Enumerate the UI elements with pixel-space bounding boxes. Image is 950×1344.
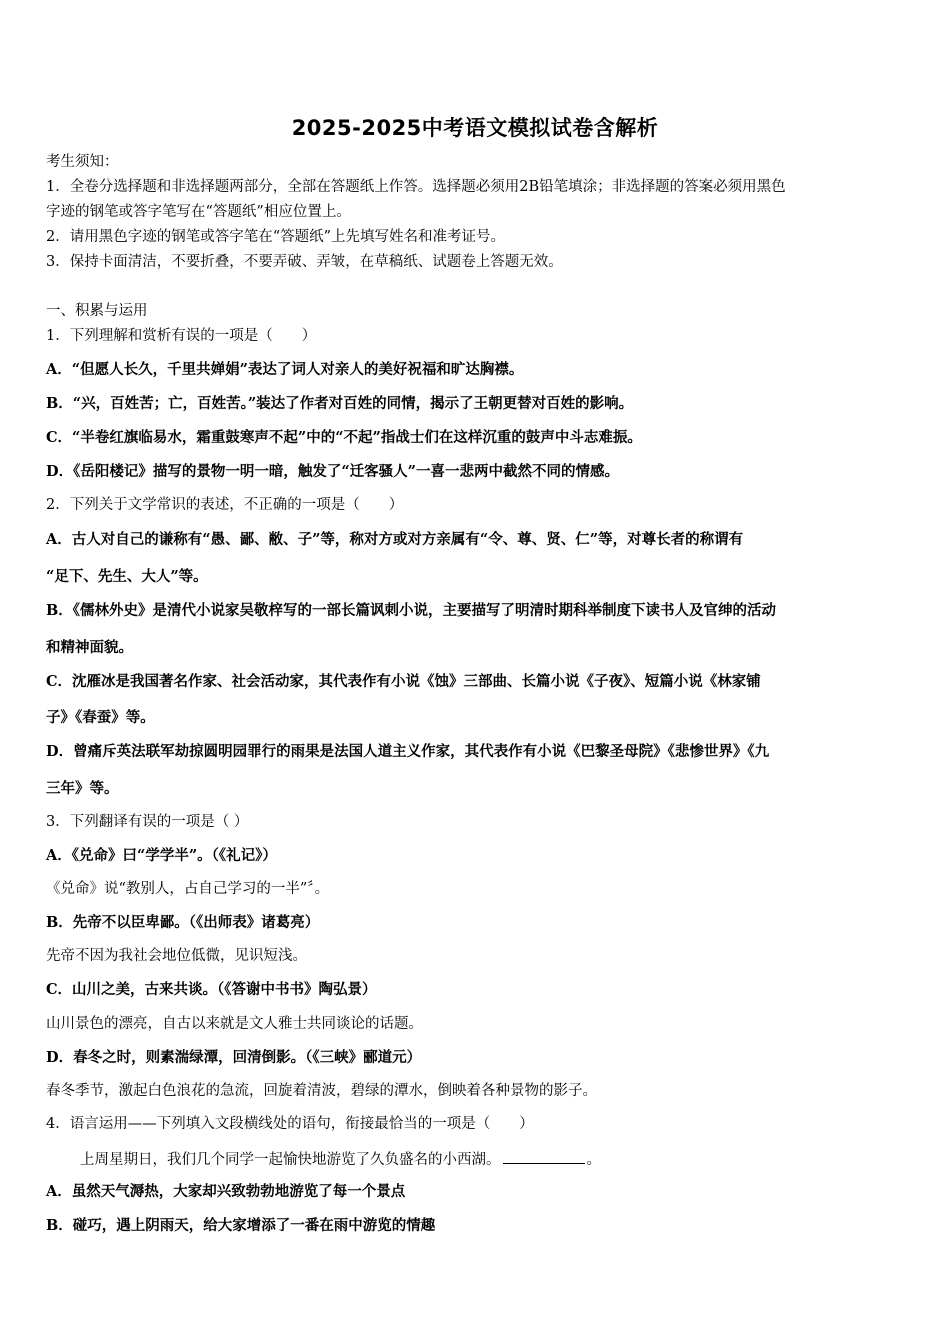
question-2-option-a: A．古人对自己的谦称有“愚、鄙、敝、子”等，称对方或对方亲属有“令、尊、贤、仁”等，对尊长者的称谓有 [46, 531, 744, 548]
notice-item: 3．保持卡面清洁，不要折叠，不要弄破、弄皱，在草稿纸、试题卷上答题无效。 [46, 254, 563, 270]
question-3-option-c-translation: 山川景色的漂亮，自古以来就是文人雅士共同谈论的话题。 [46, 1016, 423, 1032]
question-4-passage [80, 1149, 601, 1170]
question-2-stem: 2．下列关于文学常识的表述，不正确的一项是（ ） [46, 497, 404, 513]
question-3-option-a-translation: 《兑命》说“教别人，占自己学习的一半”〞。 [46, 881, 330, 897]
question-4-option-a: A．虽然天气溽热，大家却兴致勃勃地游览了每一个景点 [46, 1183, 406, 1200]
question-4-passage-end: 。 [586, 1152, 601, 1168]
question-1-stem: 1．下列理解和赏析有误的一项是（ ） [46, 328, 317, 344]
notice-item: 1．全卷分选择题和非选择题两部分，全部在答题纸上作答。选择题必须用2B铅笔填涂；非选择题的答案必须用黑色 [46, 179, 786, 195]
section-heading: 一、积累与运用 [46, 303, 148, 319]
question-1-option-b: B．“兴，百姓苦；亡，百姓苦。”装达了作者对百姓的同情，揭示了王朝更替对百姓的影响。 [46, 395, 634, 412]
question-1-option-a: A．“但愿人长久，千里共婵娟”表达了词人对亲人的美好祝福和旷达胸襟。 [46, 361, 524, 378]
notice-heading: 考生须知： [46, 154, 119, 170]
question-4-stem: 4．语言运用——下列填入文段横线处的语句，衔接最恰当的一项是（ ） [46, 1116, 534, 1132]
question-3-option-b: B．先帝不以臣卑鄙。（《出师表》诸葛亮） [46, 914, 320, 931]
question-2-option-b: B．《儒林外史》是清代小说家吴敬梓写的一部长篇讽刺小说，主要描写了明清时期科举制度下读书人及官绅的活动 [46, 602, 777, 619]
notice-item: 字迹的钢笔或答字笔写在“答题纸”相应位置上。 [46, 204, 351, 220]
question-2-option-d-cont: 三年》等。 [46, 780, 119, 797]
question-2-option-d: D．曾痛斥英法联军劫掠圆明园罪行的雨果是法国人道主义作家，其代表作有小说《巴黎圣母院》《悲惨世界》《九 [46, 743, 770, 760]
question-3-option-c: C．山川之美，古来共谈。（《答谢中书书》陶弘景） [46, 981, 377, 998]
question-2-option-a-cont: “足下、先生、大人”等。 [46, 568, 208, 585]
question-3-stem: 3．下列翻译有误的一项是（ ） [46, 814, 249, 830]
notice-item: 2．请用黑色字迹的钢笔或答字笔在“答题纸”上先填写姓名和准考证号。 [46, 229, 506, 245]
question-3-option-b-translation: 先帝不因为我社会地位低微，见识短浅。 [46, 948, 307, 964]
question-1-option-d: D．《岳阳楼记》描写的景物一明一暗，触发了“迁客骚人”一喜一悲两中截然不同的情感。 [46, 463, 620, 480]
question-2-option-c-cont: 子》《春蚕》等。 [46, 709, 155, 726]
question-4-option-b: B．碰巧，遇上阴雨天，给大家增添了一番在雨中游览的情趣 [46, 1217, 436, 1234]
fill-blank [503, 1149, 585, 1164]
question-3-option-d-translation: 春冬季节，激起白色浪花的急流，回旋着清波，碧绿的潭水，倒映着各种景物的影子。 [46, 1083, 597, 1099]
question-3-option-d: D．春冬之时，则素湍绿潭，回清倒影。（《三峡》郦道元） [46, 1049, 422, 1066]
page-title: 2025-2025中考语文模拟试卷含解析 [291, 116, 659, 140]
question-2-option-c: C．沈雁冰是我国著名作家、社会活动家，其代表作有小说《蚀》三部曲、长篇小说《子夜》、短篇小说《林家铺 [46, 673, 761, 690]
question-1-option-c: C．“半卷红旗临易水，霜重鼓寒声不起”中的“不起”指战士们在这样沉重的鼓声中斗志难振。 [46, 429, 642, 446]
question-4-passage-text: 上周星期日，我们几个同学一起愉快地游览了久负盛名的小西湖。 [80, 1152, 501, 1168]
question-3-option-a: A．《兑命》曰“学学半”。（《礼记》） [46, 847, 277, 864]
question-2-option-b-cont: 和精神面貌。 [46, 639, 133, 656]
